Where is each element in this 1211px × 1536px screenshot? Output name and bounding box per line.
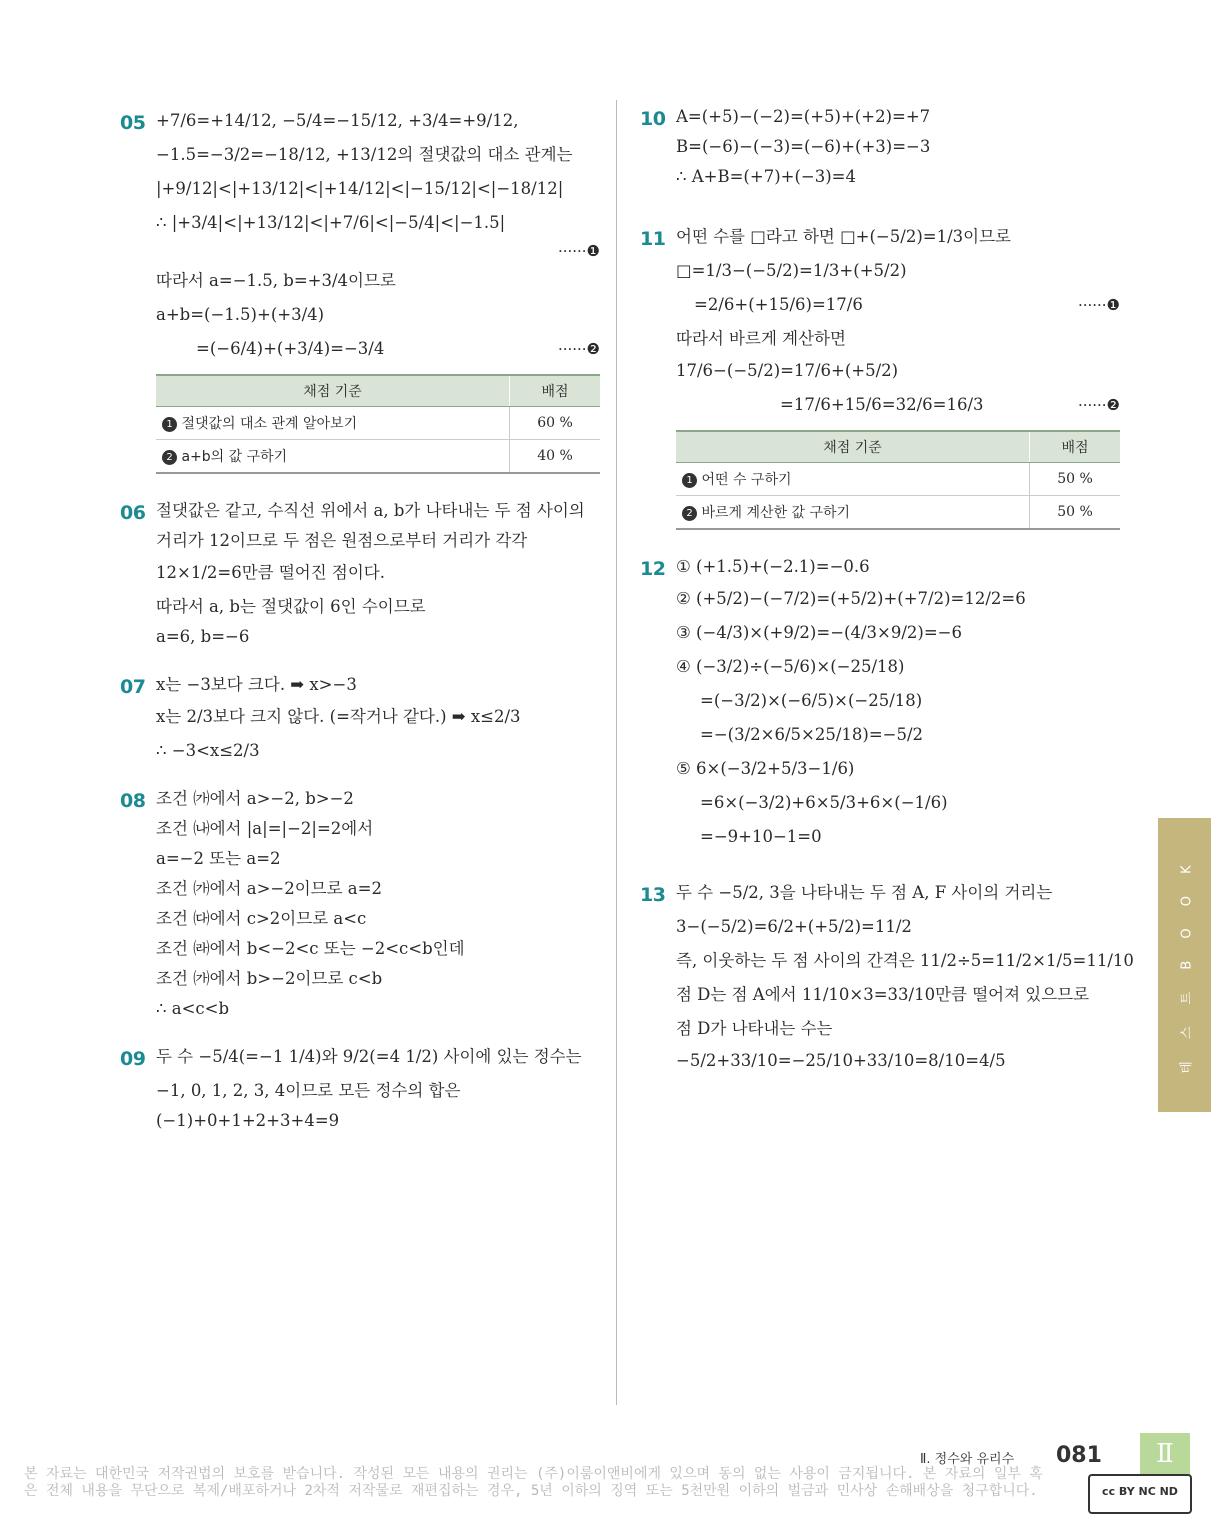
step-number-badge: 1 [682,473,697,488]
solution-line: 두 수 −5/4(=−1 1/4)와 9/2(=4 1/2) 사이에 있는 정수는 [156,1047,582,1066]
solution-line: −1, 0, 1, 2, 3, 4이므로 모든 정수의 합은 [156,1081,461,1100]
solution-text: =2/6+(+15/6)=17/6 [694,295,863,314]
problem-number: 05 [120,112,146,134]
problem-05 [120,110,600,474]
solution-line: x는 −3보다 크다. ➡ x>−3 [156,675,357,694]
solution-line: 조건 ㈎에서 b>−2이므로 c<b [156,969,383,988]
chapter-title: Ⅱ. 정수와 유리수 [920,1452,1015,1467]
scoring-table [676,430,1120,530]
solution-line: B=(−6)−(−3)=(−6)+(+3)=−3 [676,137,931,156]
solution-line: 따라서 바르게 계산하면 [676,329,846,348]
table-header: 채점 기준 [676,431,1030,463]
solution-line: ⑤ 6×(−3/2+5/3−1/6) [676,759,855,778]
solution-line: ∴ A+B=(+7)+(−3)=4 [676,167,856,186]
solution-line: (−1)+0+1+2+3+4=9 [156,1111,340,1130]
table-header: 배점 [510,375,601,407]
solution-line: a=6, b=−6 [156,627,250,646]
solution-line: 따라서 a=−1.5, b=+3/4이므로 [156,271,396,290]
problem-13 [640,882,1134,1072]
table-cell: 어떤 수 구하기 [701,472,792,488]
table-row [676,463,1120,496]
solution-line: 조건 ㈑에서 b<−2<c 또는 −2<c<b인데 [156,939,465,958]
right-column [640,100,1134,1098]
step-number-badge: 2 [162,450,177,465]
table-cell: 60 % [510,407,601,440]
step-marker: ······❶ [557,242,600,260]
problem-number: 12 [640,558,666,580]
table-cell: 바르게 계산한 값 구하기 [701,505,851,521]
scoring-table [156,374,600,474]
problem-number: 07 [120,676,146,698]
left-column [120,100,600,1158]
table-row [156,440,600,474]
solution-line: =6×(−3/2)+6×5/3+6×(−1/6) [700,793,948,812]
table-row [676,496,1120,530]
solution-line [676,394,1120,416]
solution-line: +7/6=+14/12, −5/4=−15/12, +3/4=+9/12, [156,111,519,130]
solution-line: −1.5=−3/2=−18/12, +13/12의 절댓값의 대소 관계는 [156,145,573,164]
problem-number: 08 [120,790,146,812]
solution-line: 조건 ㈎에서 a>−2, b>−2 [156,789,354,808]
problem-number: 09 [120,1048,146,1070]
solution-line: A=(+5)−(−2)=(+5)+(+2)=+7 [676,107,931,126]
test-book-side-tab [1158,818,1211,1112]
column-divider [616,100,617,1405]
solution-line: 12×1/2=6만큼 떨어진 점이다. [156,563,385,582]
step-marker: ······❶ [1077,296,1120,314]
problem-12 [640,556,1120,848]
table-cell: 절댓값의 대소 관계 알아보기 [181,416,358,432]
solution-text: =17/6+15/6=32/6=16/3 [780,395,984,414]
problem-number: 10 [640,108,666,130]
solution-line: =−(3/2×6/5×25/18)=−5/2 [700,725,924,744]
solution-text: =(−6/4)+(+3/4)=−3/4 [196,339,385,358]
solution-line: 즉, 이웃하는 두 점 사이의 간격은 11/2÷5=11/2×1/5=11/10 [676,951,1134,970]
table-header: 배점 [1030,431,1121,463]
solution-line: =−9+10−1=0 [700,827,822,846]
step-marker: ······❷ [1077,396,1120,414]
solution-line: 17/6−(−5/2)=17/6+(+5/2) [676,361,899,380]
solution-line: 거리가 12이므로 두 점은 원점으로부터 거리가 각각 [156,531,528,550]
solution-line [676,294,1120,316]
problem-number: 13 [640,884,666,906]
table-cell: 50 % [1030,463,1121,496]
solution-line: 따라서 a, b는 절댓값이 6인 수이므로 [156,597,426,616]
solution-line: ③ (−4/3)×(+9/2)=−(4/3×9/2)=−6 [676,623,962,642]
solution-line: =(−3/2)×(−6/5)×(−25/18) [700,691,923,710]
copyright-notice: 본 자료는 대한민국 저작권법의 보호를 받습니다. 작성된 모든 내용의 권리는 (주)이룸이앤비에게 있으며 동의 없는 사용이 금지됩니다. 본 자료의 일부 혹은 전체 내용을 무단으로 복제/배포하거나 2차적 저작물로 재편집하는 경우, 5년 이하의 징역 또는 5천만원 이하의 벌금과 민사상 손해배상을 청구합니다. [24,1466,1043,1499]
table-cell: 50 % [1030,496,1121,530]
problem-11 [640,226,1120,530]
chapter-roman-badge: Ⅱ [1140,1433,1190,1475]
table-cell: 40 % [510,440,601,474]
solution-line: □=1/3−(−5/2)=1/3+(+5/2) [676,261,907,280]
cc-license-icon: cc BY NC ND [1088,1474,1192,1514]
solution-line: a+b=(−1.5)+(+3/4) [156,305,325,324]
table-row [156,407,600,440]
solution-line: 어떤 수를 □라고 하면 □+(−5/2)=1/3이므로 [676,227,1011,246]
solution-line: −5/2+33/10=−25/10+33/10=8/10=4/5 [676,1051,1006,1070]
solution-line [156,338,600,360]
solution-line: 조건 ㈎에서 a>−2이므로 a=2 [156,879,382,898]
step-number-badge: 1 [162,417,177,432]
page-number: 081 [1056,1443,1102,1468]
solution-line: |+9/12|<|+13/12|<|+14/12|<|−15/12|<|−18/12| [156,179,564,198]
solution-line: ④ (−3/2)÷(−5/6)×(−25/18) [676,657,905,676]
solution-line: a=−2 또는 a=2 [156,849,281,868]
side-tab-label: 테 스 트 B O O K [1179,856,1194,1074]
step-marker: ······❷ [557,340,600,358]
problem-06 [120,500,600,648]
solution-line: ∴ |+3/4|<|+13/12|<|+7/6|<|−5/4|<|−1.5| [156,213,506,232]
solution-line: ① (+1.5)+(−2.1)=−0.6 [676,557,870,576]
problem-10 [640,106,1120,188]
solution-line: 조건 ㈐에서 c>2이므로 a<c [156,909,367,928]
problem-08 [120,788,600,1020]
solution-line: 조건 ㈏에서 |a|=|−2|=2에서 [156,819,374,838]
table-cell: a+b의 값 구하기 [181,449,288,465]
solution-line: 점 D는 점 A에서 11/10×3=33/10만큼 떨어져 있으므로 [676,985,1090,1004]
problem-07 [120,674,600,762]
solution-line: ② (+5/2)−(−7/2)=(+5/2)+(+7/2)=12/2=6 [676,589,1026,608]
problem-09 [120,1046,600,1132]
solution-line: 절댓값은 같고, 수직선 위에서 a, b가 나타내는 두 점 사이의 [156,501,585,520]
solution-line: 점 D가 나타내는 수는 [676,1019,833,1038]
solution-line: 두 수 −5/2, 3을 나타내는 두 점 A, F 사이의 거리는 [676,883,1053,902]
solution-line: ∴ −3<x≤2/3 [156,741,260,760]
step-number-badge: 2 [682,506,697,521]
solution-line: 3−(−5/2)=6/2+(+5/2)=11/2 [676,917,912,936]
solution-line: ∴ a<c<b [156,999,230,1018]
problem-number: 06 [120,502,146,524]
solution-line: x는 2/3보다 크지 않다. (=작거나 같다.) ➡ x≤2/3 [156,707,521,726]
problem-number: 11 [640,228,666,250]
table-header: 채점 기준 [156,375,510,407]
